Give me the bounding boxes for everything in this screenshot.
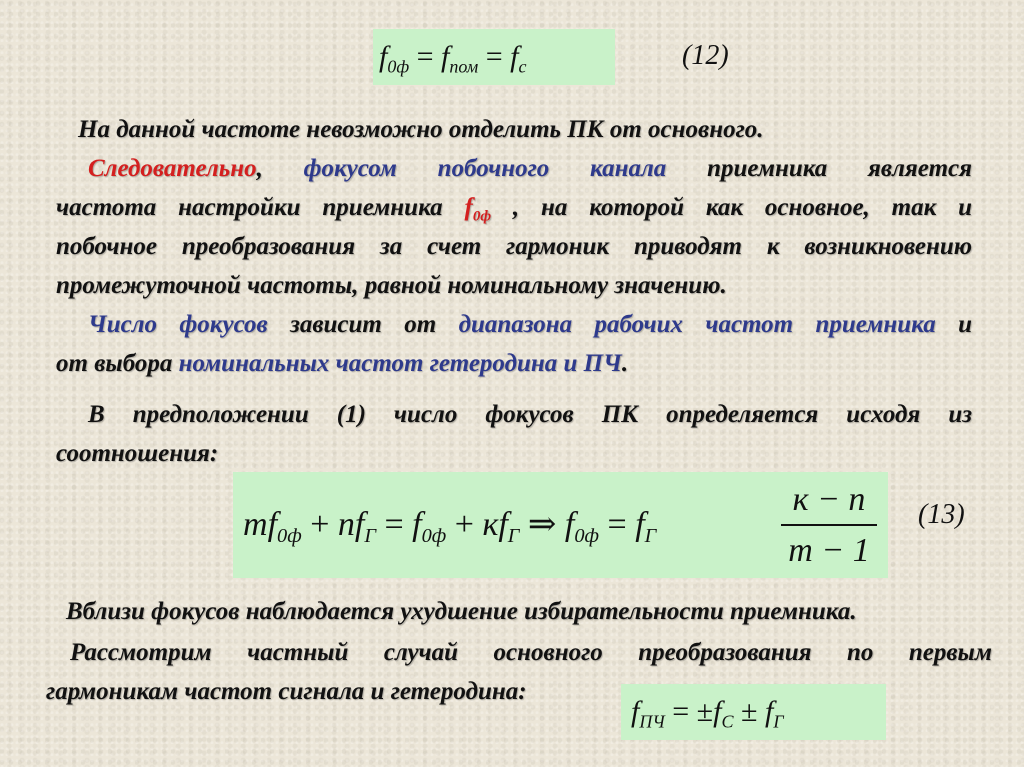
paragraph-6-line-2: гармоникам частот сигнала и гетеродина:: [46, 678, 527, 705]
f0f-symbol: $f_{0ф}$: [464, 194, 492, 225]
formula-13: [233, 472, 888, 578]
highlight-focus-side-channel: фокусом побочного канала: [303, 155, 667, 182]
equation-number-12: (12): [682, 40, 729, 71]
formula-13-fraction: [781, 478, 877, 574]
formula-13-main: $mf_{0ф} + nf_Г = f_{0ф} + кf_Г$ ⇒ $f_{0ф} = f_Г$: [243, 506, 657, 548]
paragraph-4: [56, 395, 972, 473]
equation-number-13: (13): [918, 499, 965, 530]
paragraph-4-line-2: соотношения:: [56, 440, 219, 467]
highlight-focus-count: Число фокусов: [88, 311, 268, 338]
paragraph-5: Вблизи фокусов наблюдается ухудшение избирательности приемника.: [66, 598, 857, 625]
highlight-sledovatelno: Следовательно: [88, 155, 257, 182]
formula-12: $f_{0ф} = f_{пом} = f_с$: [373, 29, 615, 85]
highlight-nominal-frequencies: номинальных частот гетеродина и ПЧ: [178, 350, 622, 377]
paragraph-6-line-1: Рассмотрим частный случай основного преобразования по первым: [70, 639, 992, 666]
paragraph-2-line-2: частота настройки приемника $f_{0ф}$ , на которой как основное, так и: [56, 194, 973, 225]
fraction-numerator: к − n: [792, 481, 866, 518]
paragraph-3-line-2: от выбора номинальных частот гетеродина и ПЧ.: [56, 350, 629, 377]
paragraph-3-line-1: Число фокусов зависит от диапазона рабочих частот приемника и: [88, 311, 973, 338]
paragraph-1: На данной частоте невозможно отделить ПК от основного.: [78, 116, 764, 143]
paragraph-2-line-3: побочное преобразования за счет гармоник приводят к возникновению: [56, 233, 972, 260]
paragraph-4-line-1: В предположении (1) число фокусов ПК определяется исходя из: [88, 401, 972, 428]
fraction-bar: [781, 524, 877, 526]
fraction-denominator: m − 1: [788, 532, 870, 569]
paragraph-2-line-1: Следовательно, фокусом побочного канала приемника является: [88, 155, 972, 182]
paragraph-3: [56, 305, 972, 383]
paragraph-2-line-4: промежуточной частоты, равной номинальному значению.: [56, 272, 727, 299]
paragraph-2: [56, 149, 972, 305]
highlight-frequency-range: диапазона рабочих частот приемника: [458, 311, 936, 338]
formula-pch: $f_{ПЧ} = \pm f_С \pm f_Г$: [621, 684, 886, 740]
